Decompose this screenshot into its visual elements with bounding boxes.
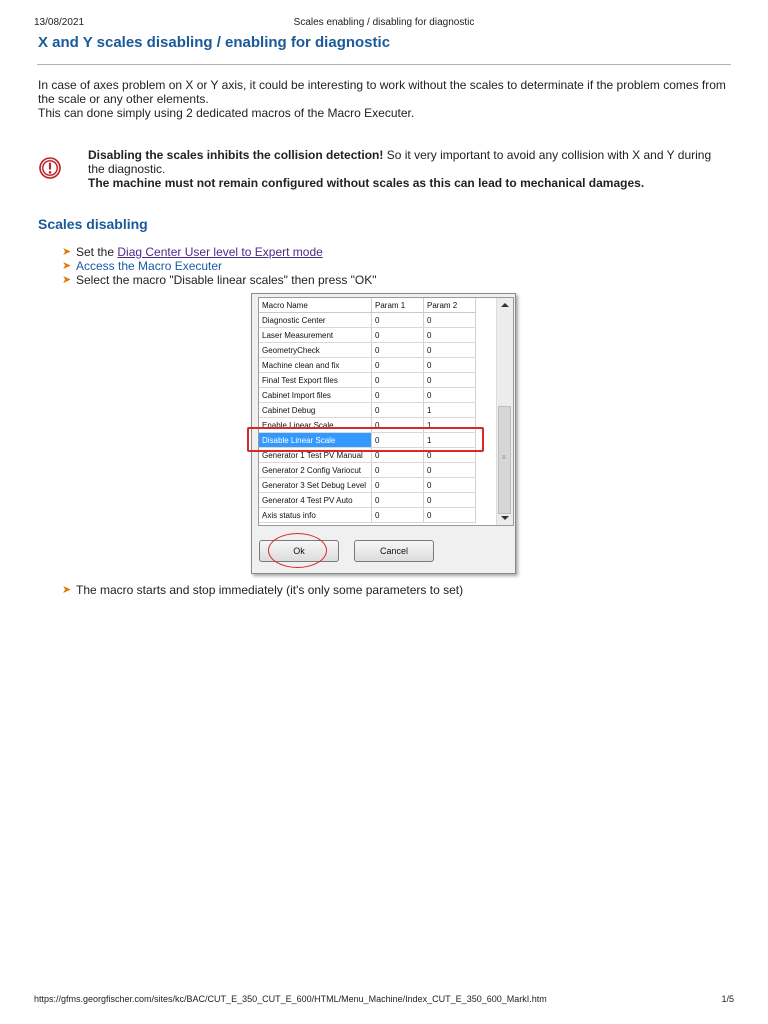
param-2-cell[interactable]: 0 [424, 313, 476, 328]
macro-name-cell[interactable]: Cabinet Debug [259, 403, 372, 418]
step-2 [62, 259, 377, 273]
title-divider [37, 64, 731, 65]
print-date: 13/08/2021 [34, 17, 85, 28]
column-header-macro-name: Macro Name [259, 298, 372, 313]
param-2-cell[interactable]: 0 [424, 508, 476, 523]
warning-paragraph [88, 148, 718, 176]
page-title: X and Y scales disabling / enabling for diagnostic [38, 34, 391, 51]
column-header-param-1: Param 1 [372, 298, 424, 313]
steps-list [62, 245, 377, 287]
macro-name-cell[interactable]: Axis status info [259, 508, 372, 523]
macro-name-cell[interactable]: GeometryCheck [259, 343, 372, 358]
param-2-cell[interactable]: 0 [424, 478, 476, 493]
intro-line-2: This can done simply using 2 dedicated macros of the Macro Executer. [38, 106, 415, 120]
macro-name-cell[interactable]: Generator 3 Set Debug Level [259, 478, 372, 493]
footer-url: https://gfms.georgfischer.com/sites/kc/BAC/CUT_E_350_CUT_E_600/HTML/Menu_Machine/Index_CUT_E_350_600_MarkI.htm [34, 994, 547, 1004]
step-1-prefix: Set the [76, 245, 118, 259]
macro-executer-link[interactable]: Access the Macro Executer [76, 259, 223, 273]
table-row[interactable] [259, 343, 476, 358]
bullet-arrow-icon: ➤ [62, 260, 72, 272]
ok-button[interactable]: Ok [259, 540, 339, 562]
table-row[interactable] [259, 463, 476, 478]
list-scrollbar[interactable] [496, 298, 513, 525]
bullet-arrow-icon: ➤ [62, 274, 72, 286]
intro-line-1: In case of axes problem on X or Y axis, it could be interesting to work without the scales to determinate if the problem comes from the scale or any other elements. [38, 78, 726, 106]
param-2-cell[interactable]: 1 [424, 433, 476, 448]
warning-message [88, 148, 718, 190]
param-2-cell[interactable]: 1 [424, 403, 476, 418]
bullet-arrow-icon: ➤ [62, 584, 72, 596]
intro-text [38, 78, 738, 120]
bullet-arrow-icon: ➤ [62, 246, 72, 258]
column-header-param-2: Param 2 [424, 298, 476, 313]
steps-list-continued [62, 583, 463, 597]
macro-name-cell[interactable]: Laser Measurement [259, 328, 372, 343]
cancel-button[interactable]: Cancel [354, 540, 434, 562]
grip-icon: ≡ [502, 455, 506, 461]
ok-button-highlight-annotation [268, 533, 327, 568]
param-2-cell[interactable]: 0 [424, 448, 476, 463]
table-row[interactable] [259, 358, 476, 373]
macro-table-header [259, 298, 476, 313]
macro-name-cell[interactable]: Generator 4 Test PV Auto [259, 493, 372, 508]
table-row[interactable] [259, 328, 476, 343]
param-1-cell[interactable]: 0 [372, 478, 424, 493]
param-1-cell[interactable]: 0 [372, 508, 424, 523]
param-1-cell[interactable]: 0 [372, 448, 424, 463]
param-2-cell[interactable]: 0 [424, 373, 476, 388]
macro-name-cell[interactable]: Final Test Export files [259, 373, 372, 388]
scroll-up-arrow-icon[interactable] [501, 303, 509, 307]
footer-page-number: 1/5 [721, 994, 734, 1004]
table-row[interactable] [259, 493, 476, 508]
expert-mode-link[interactable]: Diag Center User level to Expert mode [117, 245, 323, 259]
param-2-cell[interactable]: 1 [424, 418, 476, 433]
param-1-cell[interactable]: 0 [372, 433, 424, 448]
macro-name-cell[interactable]: Disable Linear Scale [259, 433, 372, 448]
param-1-cell[interactable]: 0 [372, 493, 424, 508]
step-4 [62, 583, 463, 597]
macro-name-cell[interactable]: Diagnostic Center [259, 313, 372, 328]
scroll-down-arrow-icon[interactable] [501, 516, 509, 520]
selected-row-highlight-annotation [247, 427, 484, 452]
step-3-text: Select the macro "Disable linear scales" then press "OK" [76, 273, 377, 287]
step-1 [62, 245, 377, 259]
table-row[interactable] [259, 373, 476, 388]
table-row[interactable] [259, 403, 476, 418]
param-1-cell[interactable]: 0 [372, 373, 424, 388]
param-1-cell[interactable]: 0 [372, 313, 424, 328]
param-1-cell[interactable]: 0 [372, 358, 424, 373]
macro-name-cell[interactable]: Enable Linear Scale [259, 418, 372, 433]
print-header-title: Scales enabling / disabling for diagnostic [293, 17, 475, 28]
macro-list [258, 297, 514, 526]
param-1-cell[interactable]: 0 [372, 463, 424, 478]
table-row[interactable] [259, 313, 476, 328]
param-1-cell[interactable]: 0 [372, 388, 424, 403]
param-2-cell[interactable]: 0 [424, 493, 476, 508]
section-title-scales-disabling: Scales disabling [38, 216, 148, 232]
warning-bold-lead: Disabling the scales inhibits the collision detection! [88, 148, 384, 162]
warning-bold-tail: The machine must not remain configured without scales as this can lead to mechanical damages. [88, 176, 645, 190]
warning-exclamation-icon [39, 157, 61, 179]
param-1-cell[interactable]: 0 [372, 328, 424, 343]
step-3 [62, 273, 377, 287]
macro-name-cell[interactable]: Machine clean and fix [259, 358, 372, 373]
param-2-cell[interactable]: 0 [424, 328, 476, 343]
warning-text: So it very important to avoid any collision with X and Y during the diagnostic. [88, 148, 712, 176]
step-4-text: The macro starts and stop immediately (it's only some parameters to set) [76, 583, 464, 597]
macro-rows [259, 313, 476, 523]
param-2-cell[interactable]: 0 [424, 388, 476, 403]
scroll-thumb[interactable] [498, 406, 511, 514]
param-2-cell[interactable]: 0 [424, 358, 476, 373]
param-1-cell[interactable]: 0 [372, 403, 424, 418]
macro-table [259, 298, 476, 523]
table-row[interactable] [259, 478, 476, 493]
param-2-cell[interactable]: 0 [424, 463, 476, 478]
macro-name-cell[interactable]: Generator 1 Test PV Manual [259, 448, 372, 463]
table-row[interactable] [259, 508, 476, 523]
macro-name-cell[interactable]: Cabinet Import files [259, 388, 372, 403]
param-2-cell[interactable]: 0 [424, 343, 476, 358]
table-row[interactable] [259, 388, 476, 403]
macro-name-cell[interactable]: Generator 2 Config Variocut [259, 463, 372, 478]
param-1-cell[interactable]: 0 [372, 418, 424, 433]
param-1-cell[interactable]: 0 [372, 343, 424, 358]
